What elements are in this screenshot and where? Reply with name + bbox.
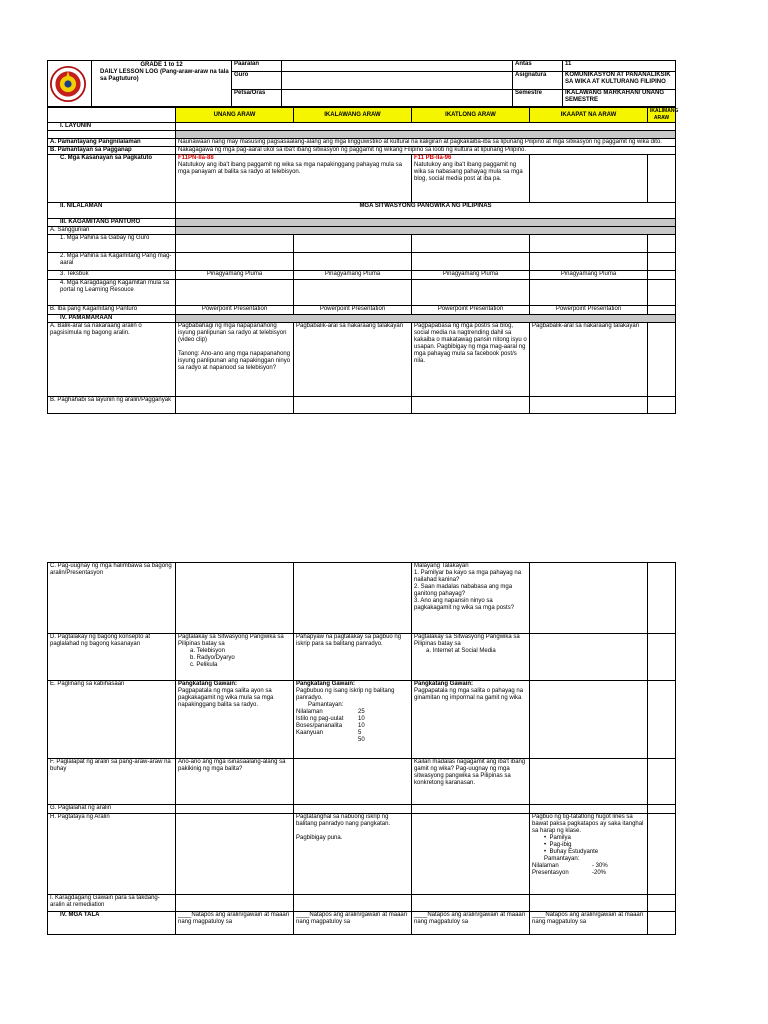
list-item: b. Radyo/Dyaryo	[190, 655, 235, 661]
day-header: UNANG ARAW	[176, 108, 294, 123]
field-value[interactable]	[282, 61, 513, 72]
dll-title: DAILY LESSON LOG (Pang-araw-araw na tala sa Pagtuturo)	[100, 69, 229, 82]
nilalaman-text: MGA SITWASYONG PANGWIKA NG PILIPINAS	[176, 203, 676, 219]
bullet-text: Pamilya	[549, 835, 571, 841]
rubric-item: Nilalaman	[296, 709, 323, 715]
cell-text: Pagpapabasa ng mga post/s sa blog, social media na nagtrending dahil sa kakaiba o makatawag pansin nitong isyu o usapan. Pagbibigay ng mga mag-aaral ng mga pahayag mula sa facebook post/s nila.	[412, 323, 530, 397]
section-pamamaraan: IV. PAMAMARAAN	[48, 315, 176, 323]
header-table	[47, 60, 676, 107]
cell-text: Pagtalakay sa Sitwasyong Pangwika sa Pilipinas batay sa	[178, 634, 284, 647]
row-label: 4. Mga Karagdagang Kagamitan mula sa portal ng Learning Resouce	[48, 280, 176, 306]
rubric-row	[532, 863, 645, 870]
cell-heading: Pangkatang Gawain:	[414, 681, 474, 687]
cell-text: Pagbabahagi ng mga napapanahong isyung panlipunan sa radyo at telebisyon (video clip) Tanong: Ano-ano ang mga napapanahong isyung panlipunan ang napakinggan ninyo sa radyo at napanood sa telebisyon?	[176, 323, 294, 397]
rubric-score: 10	[358, 716, 365, 722]
cell-text: Pagbabalik-aral sa nakaraang talakayan	[530, 323, 648, 397]
rubric-row	[296, 737, 409, 744]
teksbuk-value: Pinagyamang Pluma	[294, 271, 412, 280]
cell-text: Pagpapatala ng mga salita o pahayag na ginamitan ng impormal na gamit ng wika	[414, 688, 524, 701]
row-text: Naunawaan nang may masusing pagsasaalang-alang ang mga lingguwistiko at kultural na kaligiran at pagkakaiba-iba sa lipunang Pilipino at mga sitwasyon ng paggamit ng wika dito.	[176, 139, 676, 147]
field-label: Antas	[513, 61, 563, 72]
row-label: A. Balik-aral sa nakaraang aralin o pagsisimula ng bagong aralin.	[48, 323, 176, 397]
cell-text: Pagtalakay sa Sitwasyong Pangwika sa Pilipinas batay sa	[414, 634, 520, 647]
cell-text: Pagbubuo ng isang iskrip ng balitang panradyo.	[296, 688, 395, 701]
day-header: IKALAWANG ARAW	[294, 108, 412, 123]
cell-text: Pagtatanghal sa nabuong iskrip ng balitang panradyo nang pangkatan. Pagbibigay puna.	[294, 814, 412, 895]
field-value: 11	[563, 61, 676, 72]
bullet-item: • Pag-ibig	[544, 842, 572, 848]
rubric-score: -20%	[592, 870, 607, 876]
field-value: IKALAWANG MARKAHAN/ UNANG SEMESTRE	[563, 90, 676, 107]
lesson-log-page-2	[47, 562, 675, 935]
rubric-item: Kaanyuan	[296, 730, 324, 736]
cell-text: Pagbabalik-aral sa nakaraang talakayan	[294, 323, 412, 397]
section-layunin: I. LAYUNIN	[48, 123, 176, 131]
rubric-item: Boses/pananalita	[296, 723, 343, 729]
row-label: F. Paglalapat ng aralin sa pang-araw-araw na buhay	[48, 759, 176, 805]
rubric-heading: Pamantayan:	[308, 702, 344, 708]
kagamitan-value: Powerpoint Presentation	[176, 306, 294, 315]
cell-text: Kailan madalas nagagamit ang iba't ibang gamit ng wika? Pag-uugnay ng mga sitwasyong pangwika sa Pilipinas sa konkretong karanasan.	[412, 759, 530, 805]
list-item: a. Telebisyon	[190, 648, 225, 654]
row-label: 1. Mga Pahina sa Gabay ng Guro	[48, 235, 176, 253]
row-label: D. Pagtalakay ng bagong konsepto at paglalahad ng bagong kasanayan	[48, 634, 176, 681]
kagamitan-value: Powerpoint Presentation	[412, 306, 530, 315]
row-label: B. Paghahabi sa layunin ng aralin/Pagganyak	[48, 397, 176, 414]
bullet-item: • Pamilya	[544, 835, 571, 841]
deped-seal-icon	[50, 66, 86, 102]
rubric-score: 10	[358, 723, 365, 729]
lesson-log-page-1	[47, 60, 679, 414]
row-label: C. Mga Kasanayan sa Pagkatuto	[48, 155, 176, 203]
row-label: A. Sanggunian	[48, 227, 176, 235]
row-label: A. Pamantayang Pangnilalaman	[48, 139, 176, 147]
section-mga-tala: IV. MGA TALA	[48, 912, 176, 935]
row-label: B. Iba pang Kagamitang Panturo	[48, 306, 176, 315]
field-value[interactable]	[282, 72, 513, 90]
field-label: Asignatura	[513, 72, 563, 90]
section-kagamitan: III. KAGAMITANG PANTURO	[48, 219, 176, 227]
section-nilalaman: II. NILALAMAN	[48, 203, 176, 219]
rubric-item: Istilo ng pag-uulat	[296, 716, 344, 722]
teksbuk-value: Pinagyamang Pluma	[412, 271, 530, 280]
row-label: C. Pag-uugnay ng mga halimbawa sa bagong aralin/Presentasyon	[48, 563, 176, 634]
rubric-score: 25	[358, 709, 365, 715]
row-label: H. Pagtataya ng Aralin	[48, 814, 176, 895]
cell-text: ____Natapos ang aralin/gawain at maaari nang magpatuloy sa	[294, 912, 412, 935]
row-label: B. Pamantayan sa Pagganap	[48, 147, 176, 155]
grade-label: GRADE 1 to 12	[140, 62, 183, 68]
cell-heading: Pangkatang Gawain:	[296, 681, 356, 687]
lesson-table-2	[47, 562, 676, 935]
cell-text: Pagbuo ng tig-tatatlong hugot lines sa bawat paksa pagkatapos ay saka itanghal sa harap ng klase.	[532, 814, 644, 834]
field-label: Paaralan	[232, 61, 282, 72]
field-label: Petsa/Oras	[232, 90, 282, 107]
cell-text: Pahapyaw na pagtalakay sa pagbuo ng iskrip para sa balitang panradyo.	[294, 634, 412, 681]
field-value: KOMUNIKASYON AT PANANALIKSIK SA WIKA AT KULTURANG FILIPINO	[563, 72, 676, 90]
row-label: I. Karagdagang Gawain para sa takdang-aralin at remediation	[48, 895, 176, 912]
list-item: a. Internet at Social Media	[426, 648, 496, 654]
teksbuk-value: Pinagyamang Pluma	[530, 271, 648, 280]
field-label: Guro	[232, 72, 282, 90]
competency-text: Natutukoy ang iba't ibang paggamit ng wika sa nabasang pahayag mula sa mga blog, social media post at iba pa.	[414, 162, 523, 182]
rubric-item: Presentasyon	[532, 870, 569, 876]
rubric-row	[296, 709, 409, 716]
day-header: IKATLONG ARAW	[412, 108, 530, 123]
bullet-item: • Buhay Estudyante	[544, 849, 599, 855]
rubric-row	[296, 716, 409, 723]
day-header: IKALIMANG ARAW	[648, 108, 676, 123]
cell-text: Malayang Talakayan 1. Pamilyar ba kayo sa mga pahayag na nailahad kanina? 2. Saan madalas nababasa ang mga ganitong pahayag? 3. Ano ang napansin ninyo sa pagkakagamit ng wika sa mga posts?	[412, 563, 530, 634]
row-label: G. Paglalahat ng aralin	[48, 805, 176, 814]
competency-code: F11 PB-IIa-96	[414, 155, 452, 161]
day-header: IKAAPAT NA ARAW	[530, 108, 648, 123]
kagamitan-value: Powerpoint Presentation	[530, 306, 648, 315]
cell-text: ____Natapos ang aralin/gawain at maaari nang magpatuloy sa	[412, 912, 530, 935]
rubric-row	[532, 870, 645, 877]
lesson-table-1	[47, 107, 679, 414]
row-text: Nakagagawa ng mga pag-aaral ukol sa iba't ibang sitwasyon ng paggamit ng wikang Filipino sa loob ng kultura at lipunang Pilipino.	[176, 147, 676, 155]
cell-heading: Pangkatang Gawain:	[178, 681, 238, 687]
rubric-heading: Pamantayan:	[544, 856, 580, 862]
rubric-score: 5	[358, 730, 362, 736]
bullet-text: Buhay Estudyante	[549, 849, 599, 855]
competency-text: Natutukoy ang iba't ibang paggamit ng wika sa mga napakinggang pahayag mula sa mga panayam at balita sa radyo at telebisyon.	[178, 162, 402, 175]
rubric-score: - 30%	[592, 863, 608, 869]
competency-code: F11PN-IIa-88	[178, 155, 214, 161]
row-label: 2. Mga Pahina sa Kagamitang Pang mag-aaral	[48, 253, 176, 271]
field-value[interactable]	[282, 90, 513, 107]
rubric-row	[296, 723, 409, 730]
row-label: 3. Teksbuk	[48, 271, 176, 280]
rubric-total: 50	[358, 737, 365, 743]
deped-logo	[48, 61, 92, 107]
teksbuk-value: Pinagyamang Pluma	[176, 271, 294, 280]
cell-text: ____Natapos ang aralin/gawain at maaari nang magpatuloy sa	[176, 912, 294, 935]
rubric-row	[296, 730, 409, 737]
kagamitan-value: Powerpoint Presentation	[294, 306, 412, 315]
cell-text: Pagpapatala ng mga salita ayon sa pagkakagamit ng wika mula sa mga napakinggang balita sa radyo.	[178, 688, 274, 708]
row-label: E. Paglinang sa kabihasaan	[48, 681, 176, 759]
cell-text: ____Natapos ang aralin/gawain at maaari nang magpatuloy sa	[530, 912, 648, 935]
rubric-item: Nilalaman	[532, 863, 559, 869]
field-label: Semestre	[513, 90, 563, 107]
bullet-text: Pag-ibig	[549, 842, 572, 848]
list-item: c. Pelikula	[190, 662, 218, 668]
cell-text: Ano-ano ang mga isinasaalang-alang sa pakikinig ng mga balita?	[176, 759, 294, 805]
